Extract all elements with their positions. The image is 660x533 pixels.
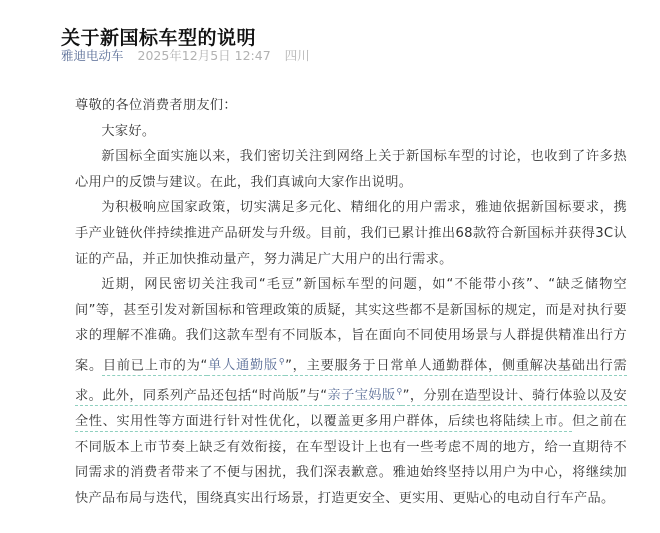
paragraph-4-text-a: 近期，网民密切关注我司“毛豆”新国标车型的问题，如“不能带小孩”、“缺乏储物空间”等，甚至引发对新国标和管理政策的质疑，其实这些都不是新国标的规定，而是对执行要求的理解不准确。我们这款车型有不同版本，旨在面向不同使用场景与人群提供精准出行方案。 [75, 277, 627, 374]
article-meta [61, 46, 310, 64]
paragraph-4-text-b: 但之前在不同版本上市节奏上缺乏有效衔接，在车型设计上也有一些考虑不周的地方，给一直期待不同需求的消费者带来了不便与困扰，我们深表歉意。雅迪始终坚持以用户为中心，将继续加快产品布局与迭代，围绕真实出行场景，打造更安全、更实用、更贴心的电动自行车产品。 [75, 413, 628, 506]
search-icon: ⚲ [396, 386, 403, 396]
underlined-passage [75, 358, 627, 429]
article-body [75, 93, 627, 511]
author-link[interactable]: 雅迪电动车 [61, 48, 124, 63]
paragraph-4 [75, 272, 627, 511]
search-icon: ⚲ [278, 356, 286, 366]
paragraph-2: 新国标全面实施以来，我们密切关注到网络上关于新国标车型的讨论，也收到了许多热心用户的反馈与建议。在此，我们真诚向大家作出说明。 [75, 149, 627, 190]
keyword-link-parent-child-edition[interactable] [327, 388, 402, 403]
publish-date: 2025年12月5日 12:47 [137, 48, 271, 63]
publish-location: 四川 [284, 48, 310, 63]
underlined-text-b: ”，主要服务于日常单人通勤群体，侧重解决基础出行需求。此外，同系列产品还包括“时尚版”与“ [75, 358, 627, 404]
underlined-text-a: 目前已上市的为“ [102, 358, 208, 374]
keyword-label: 亲子宝妈版 [327, 388, 396, 404]
keyword-label: 单人通勤版 [207, 358, 278, 374]
keyword-link-commuter-edition[interactable] [208, 358, 285, 373]
greeting: 尊敬的各位消费者朋友们： [75, 98, 237, 113]
paragraph-1: 大家好。 [101, 123, 156, 139]
underlined-text-c: ”，分别在造型设计、骑行体验以及安全性、实用性等方面进行针对性优化，以覆盖更多用户群体，后续也将陆续上市。 [75, 388, 628, 429]
article-title: 关于新国标车型的说明 [61, 26, 257, 49]
paragraph-3: 为积极响应国家政策，切实满足多元化、精细化的用户需求，雅迪依据新国标要求，携手产业链伙伴持续推进产品研发与升级。目前，我们已累计推出68款符合新国标并获得3C认证的产品，并正加快推动量产，努力满足广大用户的出行需求。 [75, 200, 627, 267]
